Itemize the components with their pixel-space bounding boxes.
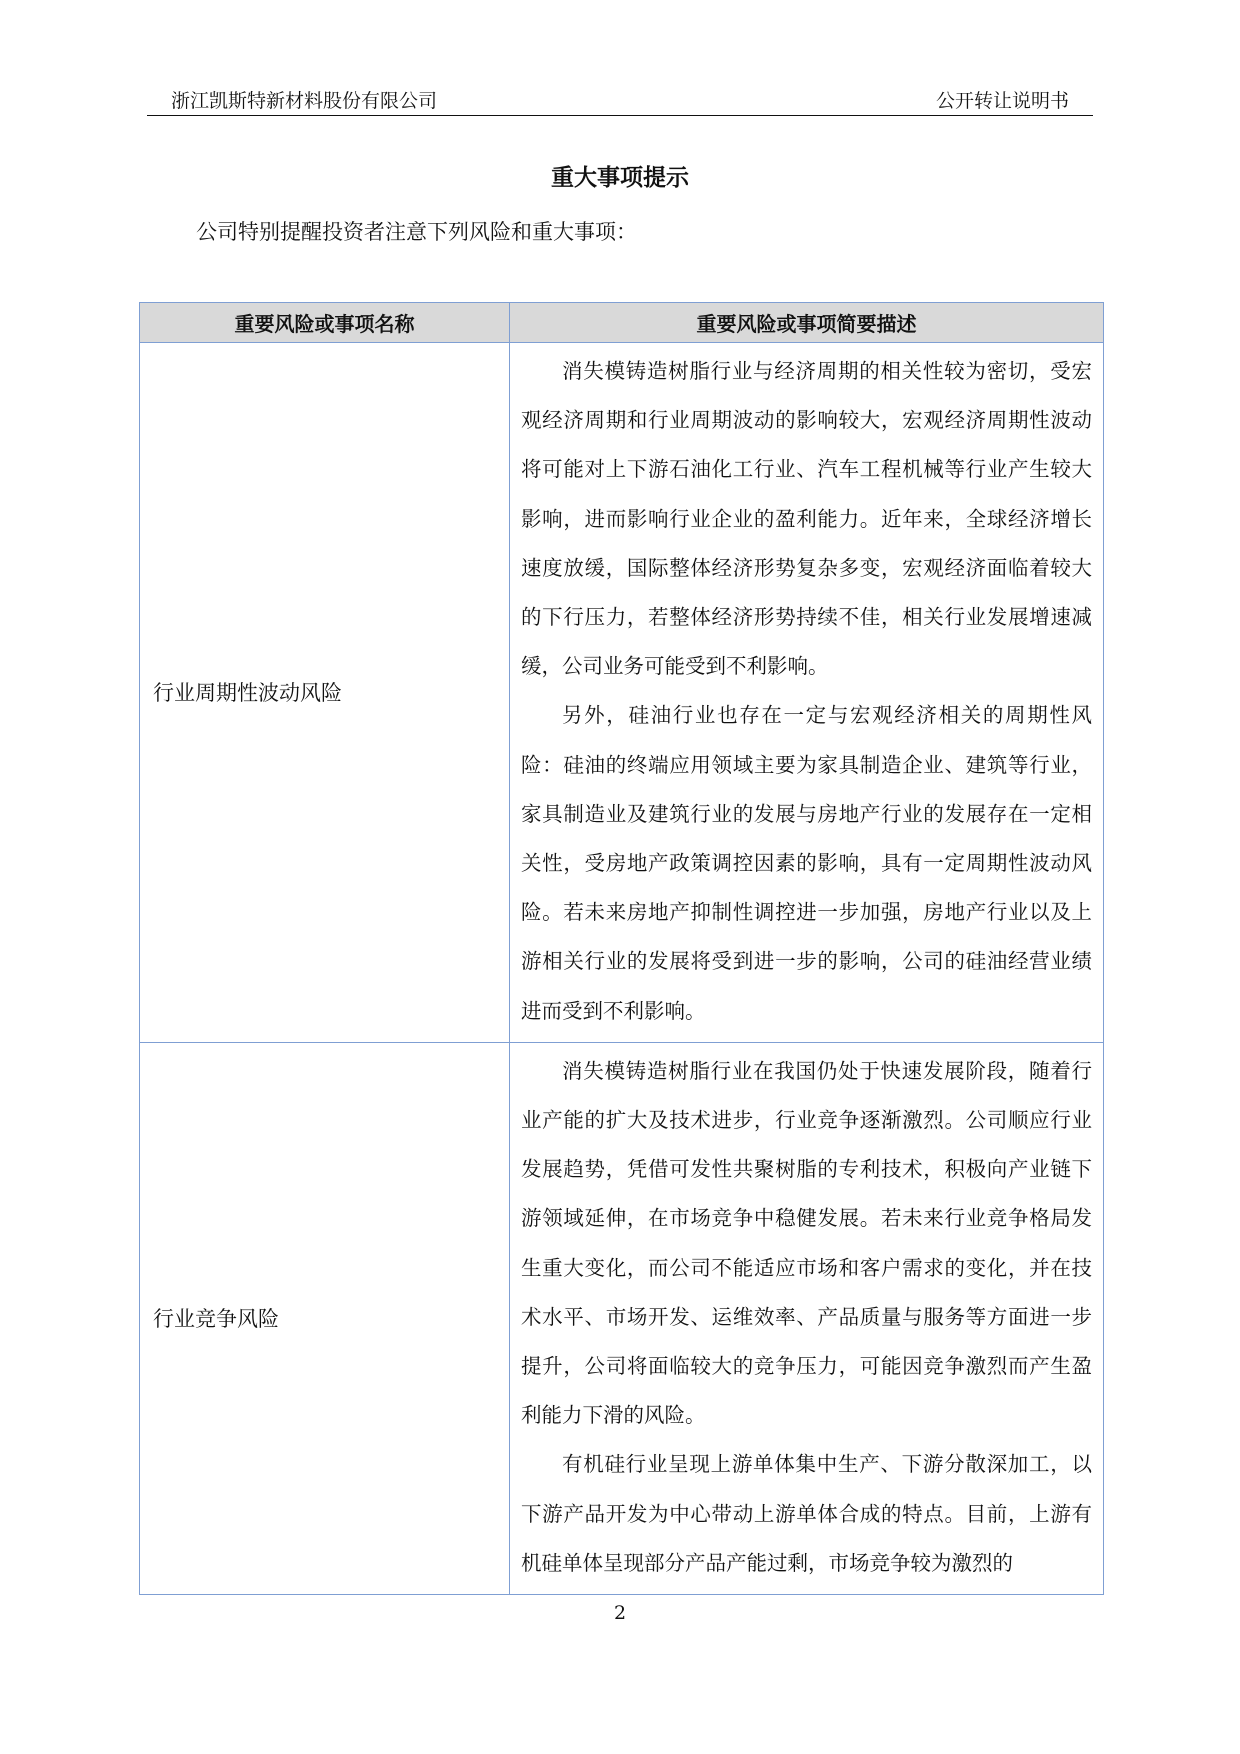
description-paragraph: 消失模铸造树脂行业在我国仍处于快速发展阶段，随着行业产能的扩大及技术进步，行业竞争逐渐激烈。公司顺应行业发展趋势，凭借可发性共聚树脂的专利技术，积极向产业链下游领域延伸，在市场竞争中稳健发展。若未来行业竞争格局发生重大变化，而公司不能适应市场和客户需求的变化，并在技术水平、市场开发、运维效率、产品质量与服务等方面进一步提升，公司将面临较大的竞争压力，可能因竞争激烈而产生盈利能力下滑的风险。 — [521, 1058, 1092, 1428]
description-paragraph: 消失模铸造树脂行业与经济周期的相关性较为密切，受宏观经济周期和行业周期波动的影响较大，宏观经济周期性波动将可能对上下游石油化工行业、汽车工程机械等行业产生较大影响，进而影响行业企业的盈利能力。近年来，全球经济增长速度放缓，国际整体经济形势复杂多变，宏观经济面临着较大的下行压力，若整体经济形势持续不佳，相关行业发展增速减缓，公司业务可能受到不利影响。 — [521, 359, 1092, 679]
page-title: 重大事项提示 — [551, 164, 689, 191]
risk-description — [510, 1042, 1104, 1594]
page-number: 2 — [613, 1602, 627, 1624]
intro-text: 公司特别提醒投资者注意下列风险和重大事项： — [196, 220, 637, 244]
header-doc-type: 公开转让说明书 — [935, 90, 1069, 112]
table-header-row — [140, 303, 1104, 343]
risk-table — [139, 302, 1104, 1595]
description-paragraph: 另外，硅油行业也存在一定与宏观经济相关的周期性风险：硅油的终端应用领域主要为家具制造企业、建筑等行业，家具制造业及建筑行业的发展与房地产行业的发展存在一定相关性，受房地产政策调控因素的影响，具有一定周期性波动风险。若未来房地产抑制性调控进一步加强，房地产行业以及上游相关行业的发展将受到进一步的影响，公司的硅油经营业绩进而受到不利影响。 — [521, 703, 1092, 1023]
table-row — [140, 343, 1104, 1043]
risk-description — [510, 343, 1104, 1043]
risk-name: 行业周期性波动风险 — [140, 343, 510, 1043]
column-header-name: 重要风险或事项名称 — [140, 303, 510, 343]
column-header-description: 重要风险或事项简要描述 — [510, 303, 1104, 343]
risk-name: 行业竞争风险 — [140, 1042, 510, 1594]
header-company: 浙江凯斯特新材料股份有限公司 — [171, 90, 438, 112]
description-paragraph: 有机硅行业呈现上游单体集中生产、下游分散深加工，以下游产品开发为中心带动上游单体合成的特点。目前，上游有机硅单体呈现部分产品产能过剩，市场竞争较为激烈的 — [521, 1452, 1092, 1575]
header-rule — [147, 115, 1093, 116]
table-row — [140, 1042, 1104, 1594]
